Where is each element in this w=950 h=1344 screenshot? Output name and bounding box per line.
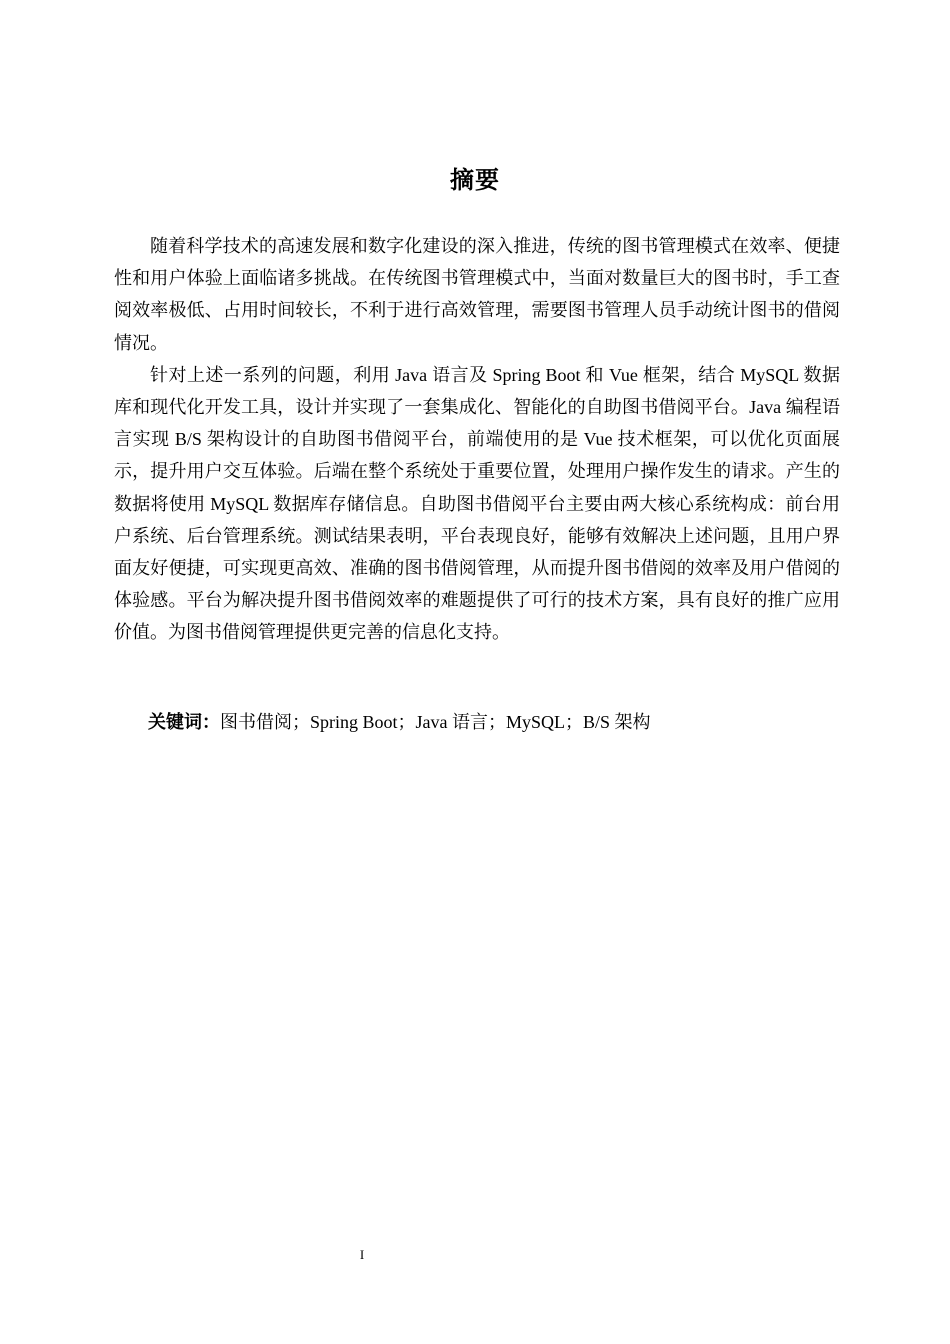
abstract-paragraph-2: 针对上述一系列的问题，利用 Java 语言及 Spring Boot 和 Vue 框架，结合 MySQL 数据库和现代化开发工具，设计并实现了一套集成化、智能化的自助图书借阅平台。Java 编程语言实现 B/S 架构设计的自助图书借阅平台，前端使用的是 Vue 技术框架，可以优化页面展示，提升用户交互体验。后端在整个系统处于重要位置，处理用户操作发生的请求。产生的数据将使用 MySQL 数据库存储信息。自助图书借阅平台主要由两大核心系统构成：前台用户系统、后台管理系统。测试结果表明，平台表现良好，能够有效解决上述问题，且用户界面友好便捷，可实现更高效、准确的图书借阅管理，从而提升图书借阅的效率及用户借阅的体验感。平台为解决提升图书借阅效率的难题提供了可行的技术方案，具有良好的推广应用价值。为图书借阅管理提供更完善的信息化支持。	[114, 364, 840, 643]
abstract-title: 摘要	[450, 167, 500, 194]
keywords-line	[148, 706, 651, 738]
keywords-text: 图书借阅；Spring Boot；Java 语言；MySQL；B/S 架构	[220, 712, 651, 732]
abstract-body	[114, 230, 840, 649]
keywords-label: 关键词：	[148, 712, 220, 732]
abstract-paragraph-1: 随着科学技术的高速发展和数字化建设的深入推进，传统的图书管理模式在效率、便捷性和用户体验上面临诸多挑战。在传统图书管理模式中，当面对数量巨大的图书时，手工查阅效率极低、占用时间较长，不利于进行高效管理，需要图书管理人员手动统计图书的借阅情况。	[114, 236, 840, 353]
page-number: I	[359, 1247, 365, 1262]
